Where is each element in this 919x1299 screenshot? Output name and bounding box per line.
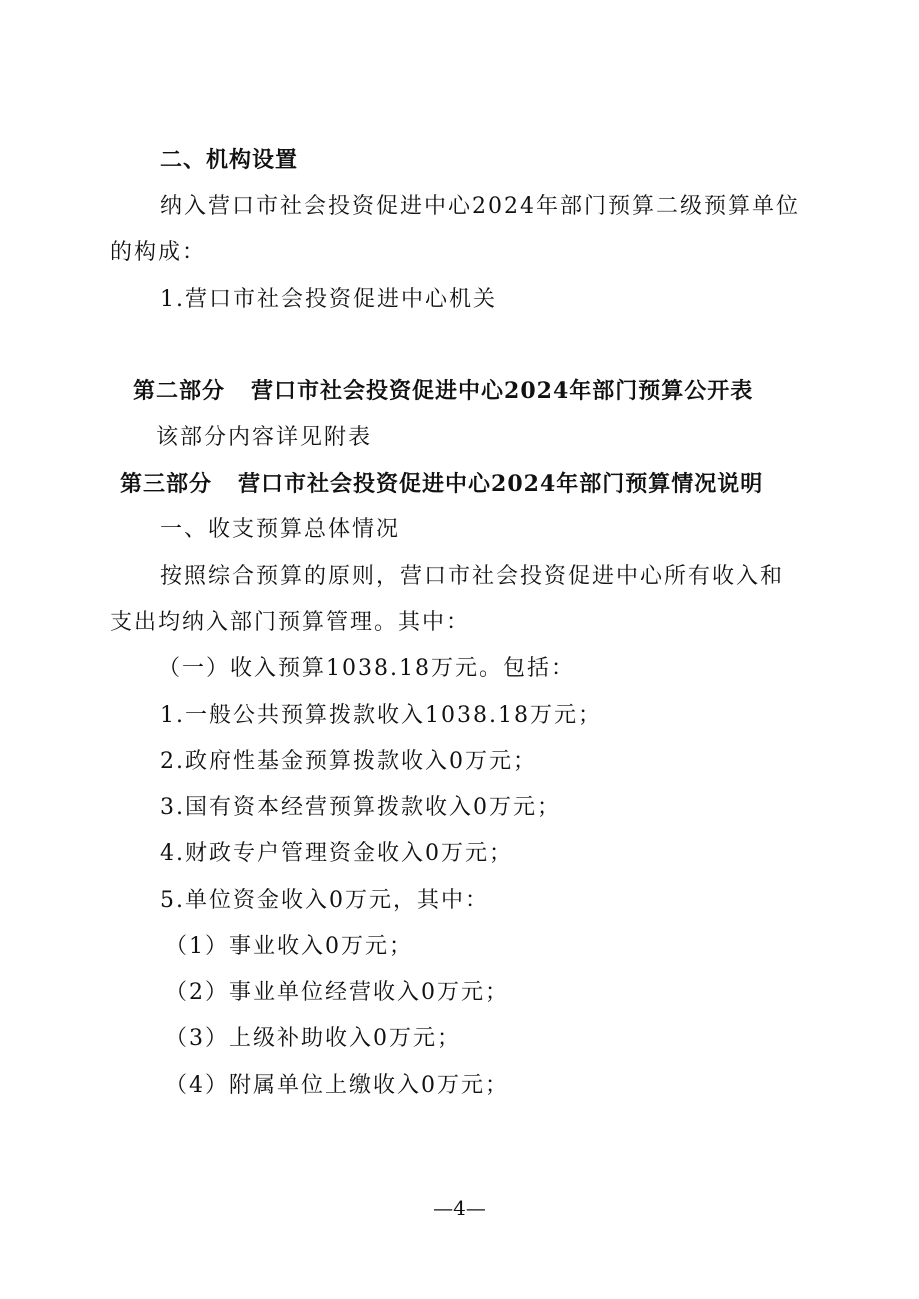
sub-heading: 一、收支预算总体情况 [160, 517, 401, 542]
part-three-heading [120, 469, 763, 499]
sub-list-item: （3）上级补助收入0万元； [165, 1026, 461, 1051]
part-title: 营口市社会投资促进中心2024年部门预算公开表 [251, 378, 754, 404]
list-item: 3.国有资本经营预算拨款收入0万元； [160, 795, 561, 820]
paragraph-line: 支出均纳入部门预算管理。其中： [110, 610, 471, 635]
page-number: —4— [433, 1196, 486, 1220]
sub-list-item: （4）附属单位上缴收入0万元； [165, 1073, 509, 1098]
income-total: （一）收入预算1038.18万元。包括： [158, 656, 575, 681]
part-title: 营口市社会投资促进中心2024年部门预算情况说明 [238, 471, 764, 497]
list-item: 4.财政专户管理资金收入0万元； [160, 841, 513, 866]
part-two-heading [133, 376, 753, 406]
list-item: 2.政府性基金预算拨款收入0万元； [160, 749, 537, 774]
paragraph-line: 的构成： [110, 240, 207, 265]
list-item: 1.一般公共预算拨款收入1038.18万元； [160, 703, 602, 728]
part-two-note: 该部分内容详见附表 [156, 425, 373, 450]
part-label: 第二部分 [133, 378, 226, 404]
paragraph-line: 按照综合预算的原则，营口市社会投资促进中心所有收入和 [160, 564, 785, 589]
section-heading-organization: 二、机构设置 [160, 147, 299, 173]
part-label: 第三部分 [120, 471, 213, 497]
list-item: 5.单位资金收入0万元，其中： [160, 888, 489, 913]
list-item: 1.营口市社会投资促进中心机关 [160, 287, 497, 312]
sub-list-item: （1）事业收入0万元； [165, 934, 413, 959]
sub-list-item: （2）事业单位经营收入0万元； [165, 980, 509, 1005]
paragraph-line: 纳入营口市社会投资促进中心2024年部门预算二级预算单位 [160, 194, 800, 219]
